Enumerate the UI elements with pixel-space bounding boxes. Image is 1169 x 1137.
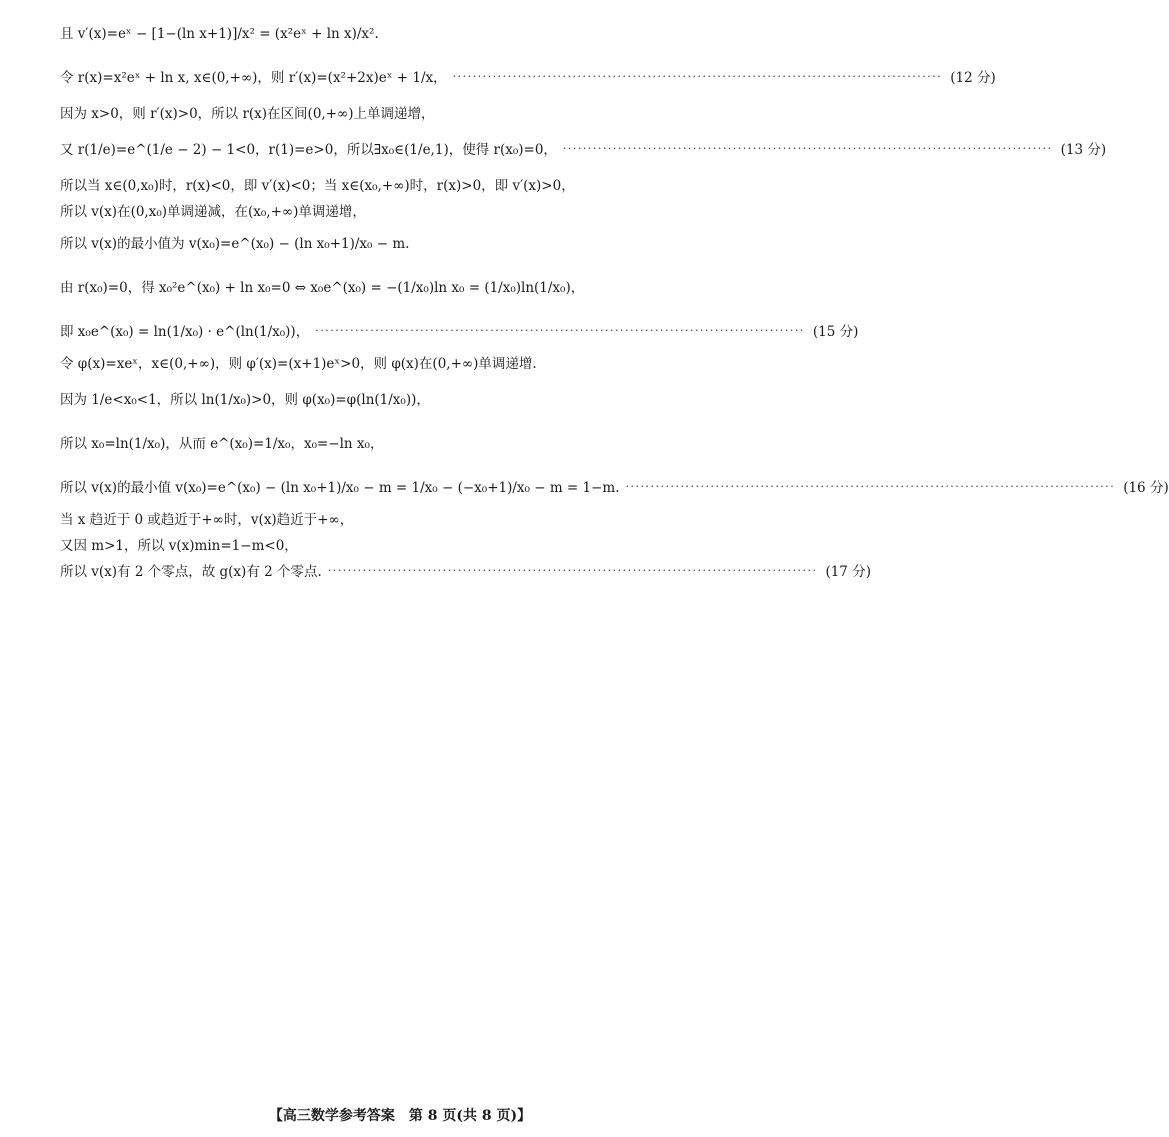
score-label: (17 分) <box>825 564 871 580</box>
line-5: 所以当 x∈(0,x₀)时，r(x)<0，即 v′(x)<0；当 x∈(x₀,+∞)时，r(x)>0，即 v′(x)>0， <box>60 178 575 194</box>
line-16: 所以 v(x)有 2 个零点，故 g(x)有 2 个零点. ·································································································· (17 分) <box>60 560 764 580</box>
score-label: (15 分) <box>812 324 859 340</box>
line-12: 所以 x₀=ln(1/x₀)，从而 e^(x₀)=1/x₀，x₀=−ln x₀， <box>60 436 384 452</box>
leader-dots: ·································································································· <box>315 323 805 337</box>
line-7: 所以 v(x)的最小值为 v(x₀)=e^(x₀) − (ln x₀+1)/x₀ − m. <box>60 236 410 252</box>
leader-dots: ·································································································· <box>452 69 943 83</box>
score-label: (12 分) <box>950 70 996 86</box>
leader-dots: ·································································································· <box>562 141 1053 155</box>
line-6: 所以 v(x)在(0,x₀)单调递减，在(x₀,+∞)单调递增， <box>60 204 366 220</box>
line-14: 当 x 趋近于 0 或趋近于+∞时，v(x)趋近于+∞， <box>60 512 354 528</box>
leader-dots: ·································································································· <box>327 563 818 577</box>
line-8: 由 r(x₀)=0，得 x₀²e^(x₀) + ln x₀=0 ⇔ x₀e^(x₀) = −(1/x₀)ln x₀ = (1/x₀)ln(1/x₀)， <box>60 280 585 296</box>
leader-dots: ·································································································· <box>625 479 1116 493</box>
page-footer: 【高三数学参考答案 第 8 页(共 8 页)】 <box>268 1108 532 1124</box>
line-9: 即 x₀e^(x₀) = ln(1/x₀) · e^(ln(1/x₀))， ·································································································· (15 分) <box>60 320 764 340</box>
score-label: (16 分) <box>1123 480 1169 496</box>
line-1: 且 v′(x)=eˣ − [1−(ln x+1)]/x² = (x²eˣ + ln x)/x². <box>60 26 379 42</box>
line-3: 因为 x>0，则 r′(x)>0，所以 r(x)在区间(0,+∞)上单调递增， <box>60 106 435 122</box>
line-11: 因为 1/e<x₀<1，所以 ln(1/x₀)>0，则 φ(x₀)=φ(ln(1/x₀))， <box>60 392 430 408</box>
line-15: 又因 m>1，所以 v(x)min=1−m<0， <box>60 538 298 554</box>
line-13: 所以 v(x)的最小值 v(x₀)=e^(x₀) − (ln x₀+1)/x₀ − m = 1/x₀ − (−x₀+1)/x₀ − m = 1−m. ·································································································· (16 分) <box>60 476 764 496</box>
line-10: 令 φ(x)=xeˣ，x∈(0,+∞)，则 φ′(x)=(x+1)eˣ>0，则 φ(x)在(0,+∞)单调递增. <box>60 356 537 372</box>
line-2: 令 r(x)=x²eˣ + ln x, x∈(0,+∞)，则 r′(x)=(x²+2x)eˣ + 1/x， ·································································································· (12 分) <box>60 66 764 86</box>
score-label: (13 分) <box>1060 142 1107 158</box>
line-4: 又 r(1/e)=e^(1/e − 2) − 1<0，r(1)=e>0，所以∃x₀∈(1/e,1)，使得 r(x₀)=0， ·································································································· (13 分) <box>60 138 764 158</box>
